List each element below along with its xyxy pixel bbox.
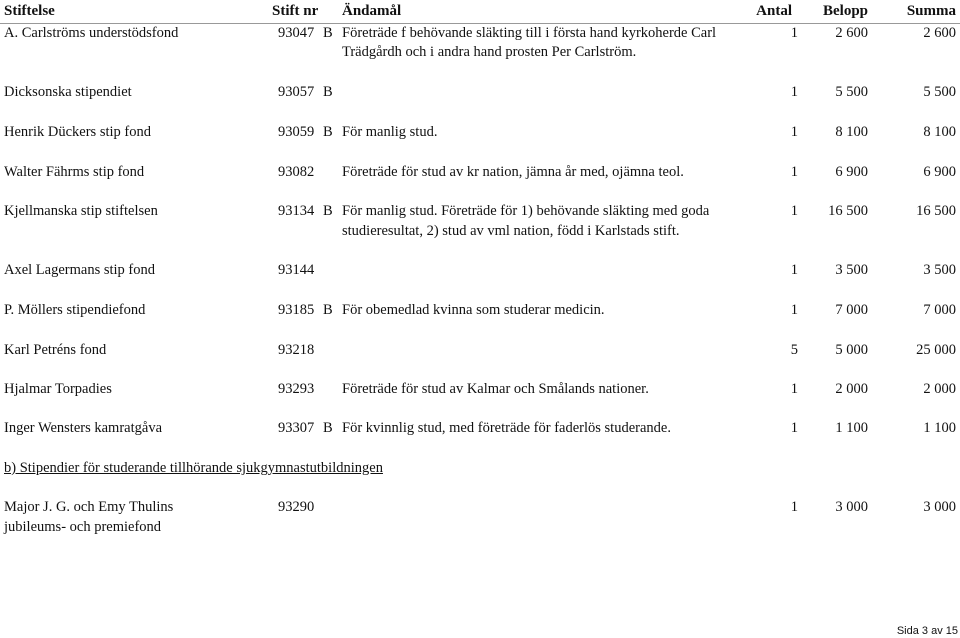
row-name: P. Möllers stipendiefond (4, 302, 146, 318)
row-belopp: 5 000 (835, 342, 868, 358)
row-belopp: 16 500 (828, 203, 868, 219)
header-stiftelse: Stiftelse (4, 3, 55, 19)
row-summa: 25 000 (916, 342, 956, 358)
row-antal: 1 (790, 302, 798, 318)
row-summa: 5 500 (923, 84, 956, 100)
row-nr: 93218 (278, 342, 315, 358)
table-header (0, 0, 960, 24)
row-name: Kjellmanska stip stiftelsen (4, 203, 158, 219)
row-summa: 16 500 (916, 203, 956, 219)
header-andamal: Ändamål (342, 3, 402, 19)
row-belopp: 8 100 (835, 124, 868, 140)
row-purpose: Företräde för stud av kr nation, jämna år med, ojämna teol. (342, 164, 684, 180)
header-antal: Antal (756, 3, 792, 19)
header-stift-nr: Stift nr (272, 3, 319, 19)
row-name: A. Carlströms understödsfond (4, 25, 179, 41)
row-belopp: 1 100 (835, 420, 868, 436)
row-nr: 93134 (278, 203, 315, 219)
row-antal: 1 (790, 203, 798, 219)
row-summa: 6 900 (923, 164, 956, 180)
row-antal: 1 (790, 420, 798, 436)
row-purpose: För manlig stud. (342, 124, 438, 140)
row-code: B (323, 420, 333, 436)
row-nr: 93144 (278, 262, 315, 278)
row-nr: 93185 (278, 302, 315, 318)
row-antal: 1 (790, 381, 798, 397)
page-number: Sida 3 av 15 (896, 625, 958, 637)
row-name: Hjalmar Torpadies (4, 381, 112, 397)
row-summa: 2 600 (923, 25, 956, 41)
row-nr: 93082 (278, 164, 315, 180)
row-nr: 93057 (278, 84, 315, 100)
row-code: B (323, 25, 333, 41)
row-antal: 1 (790, 84, 798, 100)
header-summa: Summa (906, 3, 956, 19)
row-antal: 1 (790, 499, 798, 515)
row-purpose-line2: studieresultat, 2) stud av vml nation, född i Karlstads stift. (342, 223, 680, 239)
row-name: Axel Lagermans stip fond (4, 262, 156, 278)
row-antal: 1 (790, 124, 798, 140)
row-antal: 1 (790, 262, 798, 278)
row-summa: 3 000 (923, 499, 956, 515)
row-summa: 3 500 (923, 262, 956, 278)
row-purpose: För kvinnlig stud, med företräde för faderlös studerande. (342, 420, 671, 436)
row-code: B (323, 203, 333, 219)
row-name: Walter Fährms stip fond (4, 164, 145, 180)
row-name: Henrik Dückers stip fond (4, 124, 151, 140)
row-belopp: 5 500 (835, 84, 868, 100)
row-belopp: 3 000 (835, 499, 868, 515)
row-name-line2: jubileums- och premiefond (4, 519, 162, 535)
row-belopp: 2 000 (835, 381, 868, 397)
row-summa: 7 000 (923, 302, 956, 318)
row-nr: 93059 (278, 124, 315, 140)
row-nr: 93293 (278, 381, 315, 397)
row-summa: 1 100 (923, 420, 956, 436)
section-heading: b) Stipendier för studerande tillhörande sjukgymnastutbildningen (4, 460, 383, 476)
row-purpose-line2: Trädgårdh och i andra hand prosten Per Carlström. (342, 44, 637, 60)
header-belopp: Belopp (822, 3, 868, 19)
row-belopp: 3 500 (835, 262, 868, 278)
row-code: B (323, 124, 333, 140)
row-belopp: 6 900 (835, 164, 868, 180)
row-name: Major J. G. och Emy Thulins (4, 499, 174, 515)
row-nr: 93307 (278, 420, 315, 436)
row-summa: 8 100 (923, 124, 956, 140)
row-purpose: För manlig stud. Företräde för 1) behövande släkting med goda (342, 203, 710, 219)
row-purpose: Företräde för stud av Kalmar och Smålands nationer. (342, 381, 649, 397)
row-nr: 93290 (278, 499, 315, 515)
row-code: B (323, 302, 333, 318)
row-nr: 93047 (278, 25, 315, 41)
row-purpose: Företräde f behövande släkting till i första hand kyrkoherde Carl (342, 25, 717, 41)
row-code: B (323, 84, 333, 100)
row-name: Karl Petréns fond (4, 342, 107, 358)
row-summa: 2 000 (923, 381, 956, 397)
row-name: Inger Wensters kamratgåva (4, 420, 162, 436)
row-belopp: 7 000 (835, 302, 868, 318)
row-antal: 1 (790, 25, 798, 41)
row-purpose: För obemedlad kvinna som studerar medicin. (342, 302, 605, 318)
row-antal: 5 (790, 342, 798, 358)
row-belopp: 2 600 (835, 25, 868, 41)
row-name: Dicksonska stipendiet (4, 84, 132, 100)
row-antal: 1 (790, 164, 798, 180)
